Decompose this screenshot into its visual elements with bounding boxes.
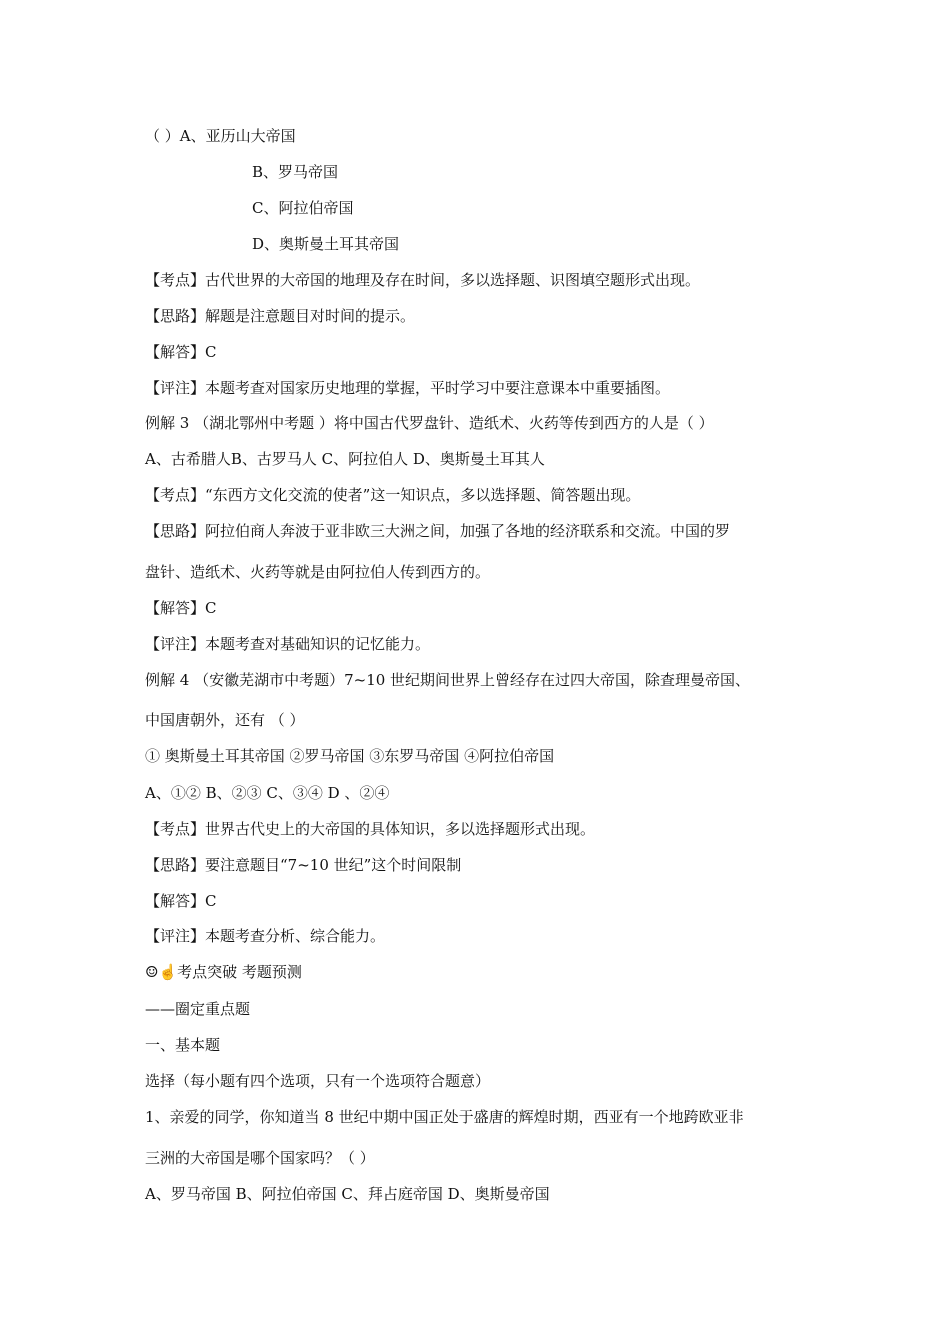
- question-1-options: A、罗马帝国 B、阿拉伯帝国 C、拜占庭帝国 D、奥斯曼帝国: [145, 1185, 550, 1203]
- jieda-2: 【解答】C: [145, 599, 217, 617]
- example-4-options: A、①② B、②③ C、③④ D 、②④: [145, 784, 390, 802]
- silu-1: 【思路】解题是注意题目对时间的提示。: [145, 307, 416, 325]
- kaodian-1: 【考点】古代世界的大帝国的地理及存在时间，多以选择题、识图填空题形式出现。: [145, 271, 701, 289]
- question-options-line: （ ）A、亚历山大帝国: [145, 127, 296, 145]
- question-1-continued: 三洲的大帝国是哪个国家吗？（ ）: [145, 1149, 375, 1167]
- kaodian-2: 【考点】“东西方文化交流的使者”这一知识点，多以选择题、简答题出现。: [145, 486, 641, 504]
- silu-2-continued: 盘针、造纸术、火药等就是由阿拉伯人传到西方的。: [145, 563, 491, 581]
- example-3-question: 例解 3 （湖北鄂州中考题 ）将中国古代罗盘针、造纸术、火药等传到西方的人是（ ）: [145, 414, 714, 432]
- option-d: D、奥斯曼土耳其帝国: [252, 235, 400, 253]
- jieda-3: 【解答】C: [145, 892, 217, 910]
- choice-instructions: 选择（每小题有四个选项，只有一个选项符合题意）: [145, 1072, 491, 1090]
- silu-2: 【思路】阿拉伯商人奔波于亚非欧三大洲之间，加强了各地的经济联系和交流。中国的罗: [145, 522, 731, 540]
- option-c: C、阿拉伯帝国: [252, 199, 354, 217]
- option-b: B、罗马帝国: [252, 163, 339, 181]
- silu-3: 【思路】要注意题目“7~10 世纪”这个时间限制: [145, 856, 462, 874]
- basic-questions-heading: 一、基本题: [145, 1036, 221, 1054]
- pingzhu-2: 【评注】本题考查对基础知识的记忆能力。: [145, 635, 431, 653]
- jieda-1: 【解答】C: [145, 343, 217, 361]
- pingzhu-3: 【评注】本题考查分析、综合能力。: [145, 927, 386, 945]
- example-4-question: 例解 4 （安徽芜湖市中考题）7~10 世纪期间世界上曾经存在过四大帝国，除查理曼帝国、: [145, 671, 751, 689]
- example-3-options: A、古希腊人B、古罗马人 C、阿拉伯人 D、奥斯曼土耳其人: [145, 450, 545, 468]
- question-1: 1、亲爱的同学，你知道当 8 世纪中期中国正处于盛唐的辉煌时期，西亚有一个地跨欧亚非: [145, 1108, 744, 1126]
- section-subheading: ——圈定重点题: [145, 1000, 251, 1018]
- example-4-question-continued: 中国唐朝外，还有 （ ）: [145, 711, 305, 729]
- pingzhu-1: 【评注】本题考查对国家历史地理的掌握，平时学习中要注意课本中重要插图。: [145, 379, 671, 397]
- section-heading: ☺☝考点突破 考题预测: [145, 963, 302, 981]
- example-4-items: ① 奥斯曼土耳其帝国 ②罗马帝国 ③东罗马帝国 ④阿拉伯帝国: [145, 747, 555, 765]
- kaodian-3: 【考点】世界古代史上的大帝国的具体知识，多以选择题形式出现。: [145, 820, 596, 838]
